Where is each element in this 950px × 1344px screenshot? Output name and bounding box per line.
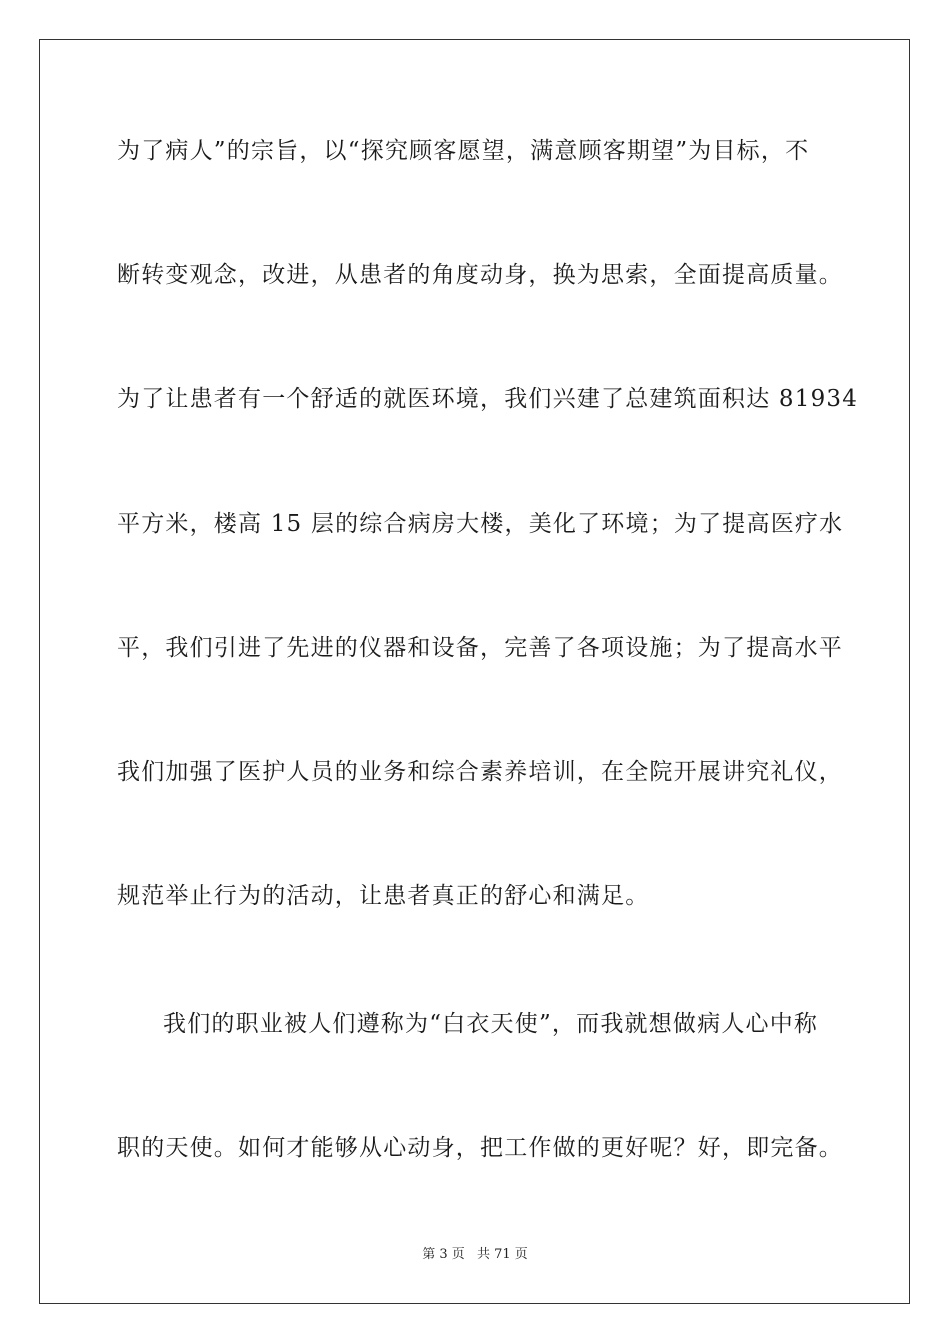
- page-footer: [0, 1246, 950, 1264]
- page-number: 第 3 页: [422, 1247, 465, 1262]
- text-line: 断转变观念，改进，从患者的角度动身，换为思索，全面提高质量。: [117, 262, 843, 288]
- text-line: 为了病人”的宗旨，以“探究顾客愿望，满意顾客期望”为目标，不: [117, 138, 810, 164]
- text-line: 我们加强了医护人员的业务和综合素养培训，在全院开展讲究礼仪，: [117, 759, 843, 785]
- text-line: 职的天使。如何才能够从心动身，把工作做的更好呢？好，即完备。: [117, 1135, 843, 1161]
- text-line: 规范举止行为的活动，让患者真正的舒心和满足。: [117, 883, 650, 909]
- text-line: 为了让患者有一个舒适的就医环境，我们兴建了总建筑面积达 81934: [117, 386, 859, 412]
- page-border: [39, 39, 910, 1304]
- paragraph-first-line: 我们的职业被人们遵称为“白衣天使”，而我就想做病人心中称: [163, 1011, 819, 1037]
- text-line: 平方米，楼高 15 层的综合病房大楼，美化了环境；为了提高医疗水: [117, 511, 844, 537]
- text-line: 平，我们引进了先进的仪器和设备，完善了各项设施；为了提高水平: [117, 635, 843, 661]
- page-total: 共 71 页: [476, 1247, 528, 1262]
